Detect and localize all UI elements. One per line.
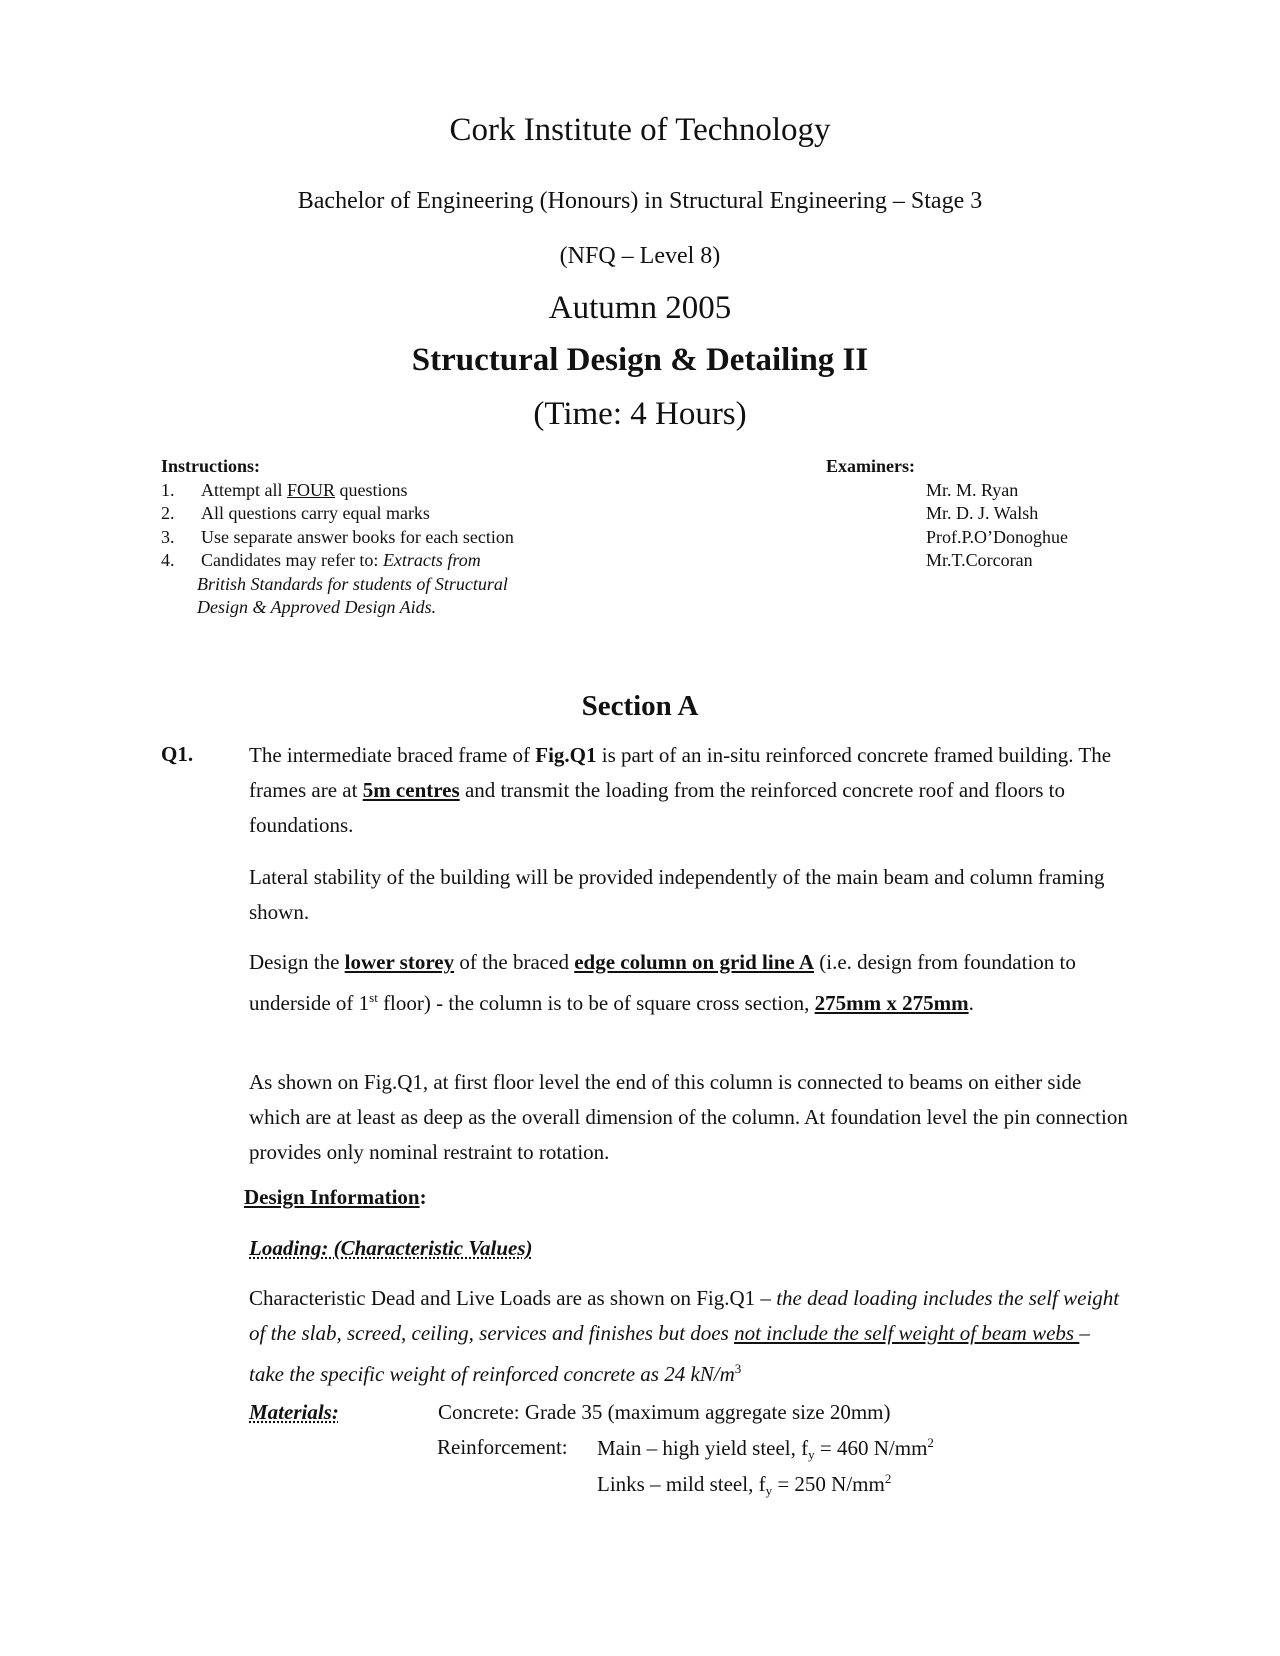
materials-concrete: Concrete: Grade 35 (maximum aggregate size 20mm) bbox=[438, 1400, 891, 1424]
design-info-heading: Design Information: bbox=[244, 1185, 427, 1209]
materials-main-steel: Main – high yield steel, $f_y = 460$ $N/mm^2$ bbox=[597, 1435, 934, 1462]
examiner-name: Mr. M. Ryan bbox=[926, 480, 1019, 500]
instruction-item: 2. All questions carry equal marks bbox=[161, 503, 430, 523]
exam-session: Autumn 2005 bbox=[548, 290, 732, 326]
institution-title: Cork Institute of Technology bbox=[449, 112, 831, 148]
examiner-name: Mr.T.Corcoran bbox=[926, 550, 1033, 570]
instruction-continued: Design & Approved Design Aids. bbox=[197, 597, 437, 617]
question-paragraph: Design the lower storey of the braced edge column on grid line A (i.e. design from foundation to underside of 1st floor) - the column is to be of square cross section, 275mm x 275mm. bbox=[249, 950, 1076, 1015]
materials-reinforcement-label: Reinforcement: bbox=[437, 1435, 568, 1459]
examiner-name: Mr. D. J. Walsh bbox=[926, 503, 1039, 523]
examiner-name: Prof.P.O’Donoghue bbox=[926, 527, 1068, 547]
subject-title: Structural Design & Detailing II bbox=[411, 342, 869, 378]
materials-heading: Materials: bbox=[249, 1400, 339, 1424]
question-paragraph: Lateral stability of the building will be provided independently of the main beam and column framing shown. bbox=[249, 865, 1105, 924]
instruction-item: 4. Candidates may refer to: Extracts from bbox=[161, 550, 481, 570]
instruction-item: 3. Use separate answer books for each section bbox=[161, 527, 514, 547]
question-paragraph: The intermediate braced frame of Fig.Q1 is part of an in-situ reinforced concrete framed building. The frames are at 5m centres and transmit the loading from the reinforced concrete roof and floors to foundations. bbox=[249, 743, 1112, 837]
question-paragraph: Characteristic Dead and Live Loads are as shown on Fig.Q1 – the dead loading includes the self weight of the slab, screed, ceiling, services and finishes but does not include the self weight of beam webs – take the specific weight of reinforced concrete as 24 $kN/m^3$ bbox=[249, 1286, 1120, 1386]
instruction-item: 1. Attempt all FOUR questions bbox=[161, 480, 408, 500]
question-label: Q1. bbox=[161, 742, 194, 766]
materials-links-steel: Links – mild steel, $f_y = 250$ $N/mm^2$ bbox=[597, 1471, 892, 1498]
section-heading: Section A bbox=[581, 690, 699, 722]
loading-heading: Loading: (Characteristic Values) bbox=[249, 1236, 533, 1260]
exam-time: (Time: 4 Hours) bbox=[533, 396, 747, 432]
instruction-continued: British Standards for students of Structural bbox=[197, 574, 508, 594]
instructions-heading: Instructions: bbox=[161, 456, 261, 476]
examiners-heading: Examiners: bbox=[826, 456, 915, 476]
question-paragraph: As shown on Fig.Q1, at first floor level the end of this column is connected to beams on either side which are at least as deep as the overall dimension of the column. At foundation level the pin connection provides only nominal restraint to rotation. bbox=[249, 1070, 1128, 1164]
nfq-level: (NFQ – Level 8) bbox=[559, 243, 721, 269]
programme-title: Bachelor of Engineering (Honours) in Structural Engineering – Stage 3 bbox=[297, 188, 983, 214]
